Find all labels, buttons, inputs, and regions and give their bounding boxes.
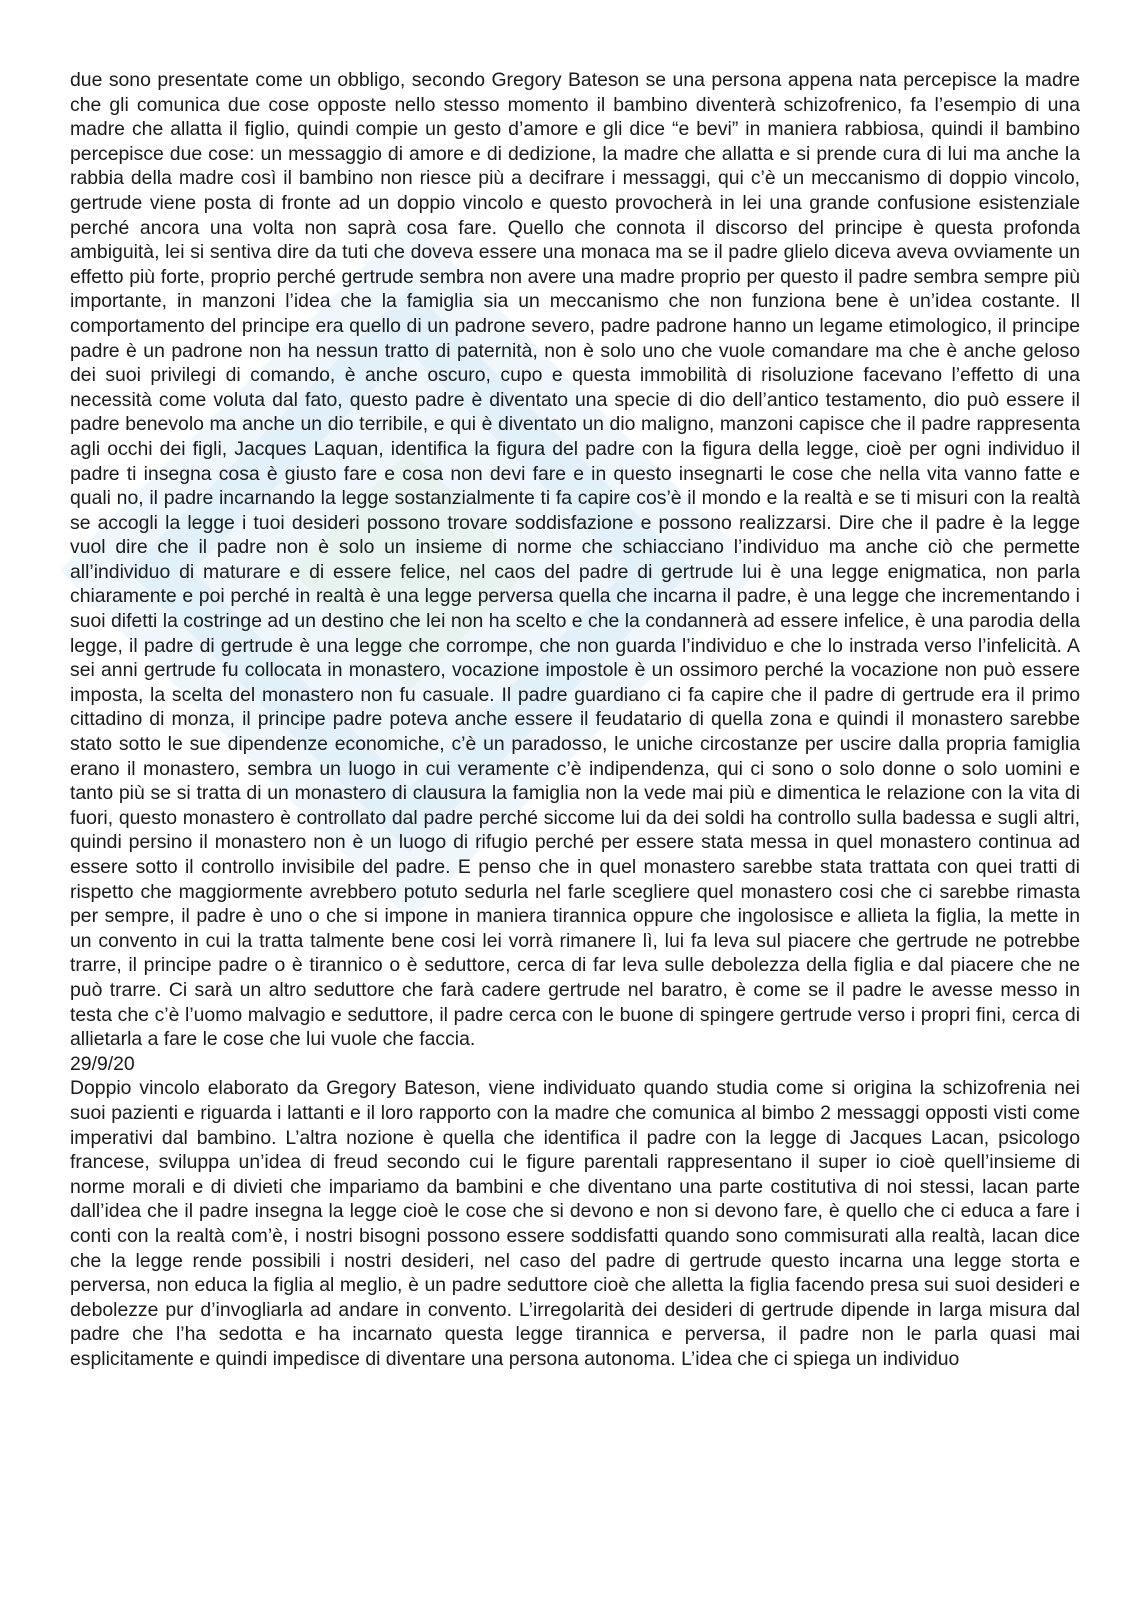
- document-body: [70, 68, 1080, 1371]
- paragraph-bateson-lacan: Doppio vincolo elaborato da Gregory Bateson, viene individuato quando studia come si origina la schizofrenia nei suoi pazienti e riguarda i lattanti e il loro rapporto con la madre che comunica al bimbo 2 messaggi opposti visti come imperativi dal bambino. L’altra nozione è quella che identifica il padre con la legge di Jacques Lacan, psicologo francese, sviluppa un’idea di freud secondo cui le figure parentali rappresentano il super io cioè quell’insieme di norme morali e di divieti che impariamo da bambini e che diventano una parte costitutiva di noi stessi, lacan parte dall’idea che il padre insegna la legge cioè le cose che si devono e non si devono fare, è quello che ci educa a fare i conti con la realtà com’è, i nostri bisogni possono essere soddisfatti quando sono commisurati alla realtà, lacan dice che la legge rende possibili i nostri desideri, nel caso del padre di gertrude questo incarna una legge storta e perversa, non educa la figlia al meglio, è un padre seduttore cioè che alletta la figlia facendo presa sui suoi desideri e debolezze pur d’invogliarla ad andare in convento. L’irregolarità dei desideri di gertrude dipende in larga misura dal padre che l’ha sedotta e ha incarnato questa legge tirannica e perversa, il padre non le parla quasi mai esplicitamente e quindi impedisce di diventare una persona autonoma. L’idea che ci spiega un individuo: [70, 1077, 1080, 1370]
- paragraph-doppio-vincolo-e-principe: due sono presentate come un obbligo, secondo Gregory Bateson se una persona appena nata percepisce la madre che gli comunica due cose opposte nello stesso momento il bambino diventerà schizofrenico, fa l’esempio di una madre che allatta il figlio, quindi compie un gesto d’amore e gli dice “e bevi” in maniera rabbiosa, quindi il bambino percepisce due cose: un messaggio di amore e di dedizione, la madre che allatta e si prende cura di lui ma anche la rabbia della madre così il bambino non riesce più a decifrare i messaggi, qui c’è un meccanismo di doppio vincolo, gertrude viene posta di fronte ad un doppio vincolo e questo provocherà in lei una grande confusione esistenziale perché ancora una volta non saprà cosa fare. Quello che connota il discorso del principe è questa profonda ambiguità, lei si sentiva dire da tuti che doveva essere una monaca ma se il padre glielo diceva aveva ovviamente un effetto più forte, proprio perché gertrude sembra non avere una madre proprio per questo il padre sembra sempre più importante, in manzoni l’idea che la famiglia sia un meccanismo che non funziona bene è un’idea costante. Il comportamento del principe era quello di un padrone severo, padre padrone hanno un legame etimologico, il principe padre è un padrone non ha nessun tratto di paternità, non è solo uno che vuole comandare ma che è anche geloso dei suoi privilegi di comando, è anche oscuro, cupo e questa immobilità di risoluzione facevano l’effetto di una necessità come voluta dal fato, questo padre è diventato una specie di dio dell’antico testamento, dio può essere il padre benevolo ma anche un dio terribile, e qui è diventato un dio maligno, manzoni capisce che il padre rappresenta agli occhi dei figli, Jacques Laquan, identifica la figura del padre con la figura della legge, cioè per ogni individuo il padre ti insegna cosa è giusto fare e cosa non devi fare e in questo insegnarti le cose che nella vita vanno fatte e quali no, il padre incarnando la legge sostanzialmente ti fa capire cos’è il mondo e la realtà e se ti misuri con la realtà se accogli la legge i tuoi desideri possono trovare soddisfazione e possono realizzarsi. Dire che il padre è la legge vuol dire che il padre non è solo un insieme di norme che schiacciano l’individuo ma anche ciò che permette all’individuo di maturare e di essere felice, nel caos del padre di gertrude lui è una legge enigmatica, non parla chiaramente e poi perché in realtà è una legge perversa quella che incarna il padre, è una legge che incrementando i suoi difetti la costringe ad un destino che lei non ha scelto e che la condannerà ad essere infelice, è una parodia della legge, il padre di gertrude è una legge che corrompe, che non guarda l’individuo e che lo instrada verso l’infelicità. A sei anni gertrude fu collocata in monastero, vocazione impostole è un ossimoro perché la vocazione non può essere imposta, la scelta del monastero non fu casuale. Il padre guardiano ci fa capire che il padre di gertrude era il primo cittadino di monza, il principe padre poteva anche essere il feudatario di quella zona e quindi il monastero sarebbe stato sotto le sue dipendenze economiche, c’è un paradosso, le uniche circostanze per uscire dalla propria famiglia erano il monastero, sembra un luogo in cui veramente c’è indipendenza, qui ci sono o solo donne o solo uomini e tanto più se si tratta di un monastero di clausura la famiglia non la vede mai più e dimentica le relazione con la vita di fuori, questo monastero è controllato dal padre perché siccome lui da dei soldi ha controllo sulla badessa e sugli altri, quindi persino il monastero non è un luogo di rifugio perché per essere stata messa in quel monastero continua ad essere sotto il controllo invisibile del padre. E penso che in quel monastero sarebbe stata trattata con quei tratti di rispetto che maggiormente avrebbero potuto sedurla nel farle scegliere quel monastero cosi che ci sarebbe rimasta per sempre, il padre è uno o che si impone in maniera tirannica oppure che ingolosisce e allieta la figlia, la mette in un convento in cui la tratta talmente bene cosi lei vorrà rimanere lì, lui fa leva sul piacere che gertrude ne potrebbe trarre, il principe padre o è tirannico o è seduttore, cerca di far leva sulle debolezza della figlia e dal piacere che ne può trarre. Ci sarà un altro seduttore che farà cadere gertrude nel baratro, è come se il padre le avesse messo in testa che c’è l’uomo malvagio e seduttore, il padre cerca con le buone di spingere gertrude verso i propri fini, cerca di allietarla a fare le cose che lui vuole che faccia.: [70, 69, 1080, 1051]
- lecture-date: 29/9/20: [70, 1052, 135, 1075]
